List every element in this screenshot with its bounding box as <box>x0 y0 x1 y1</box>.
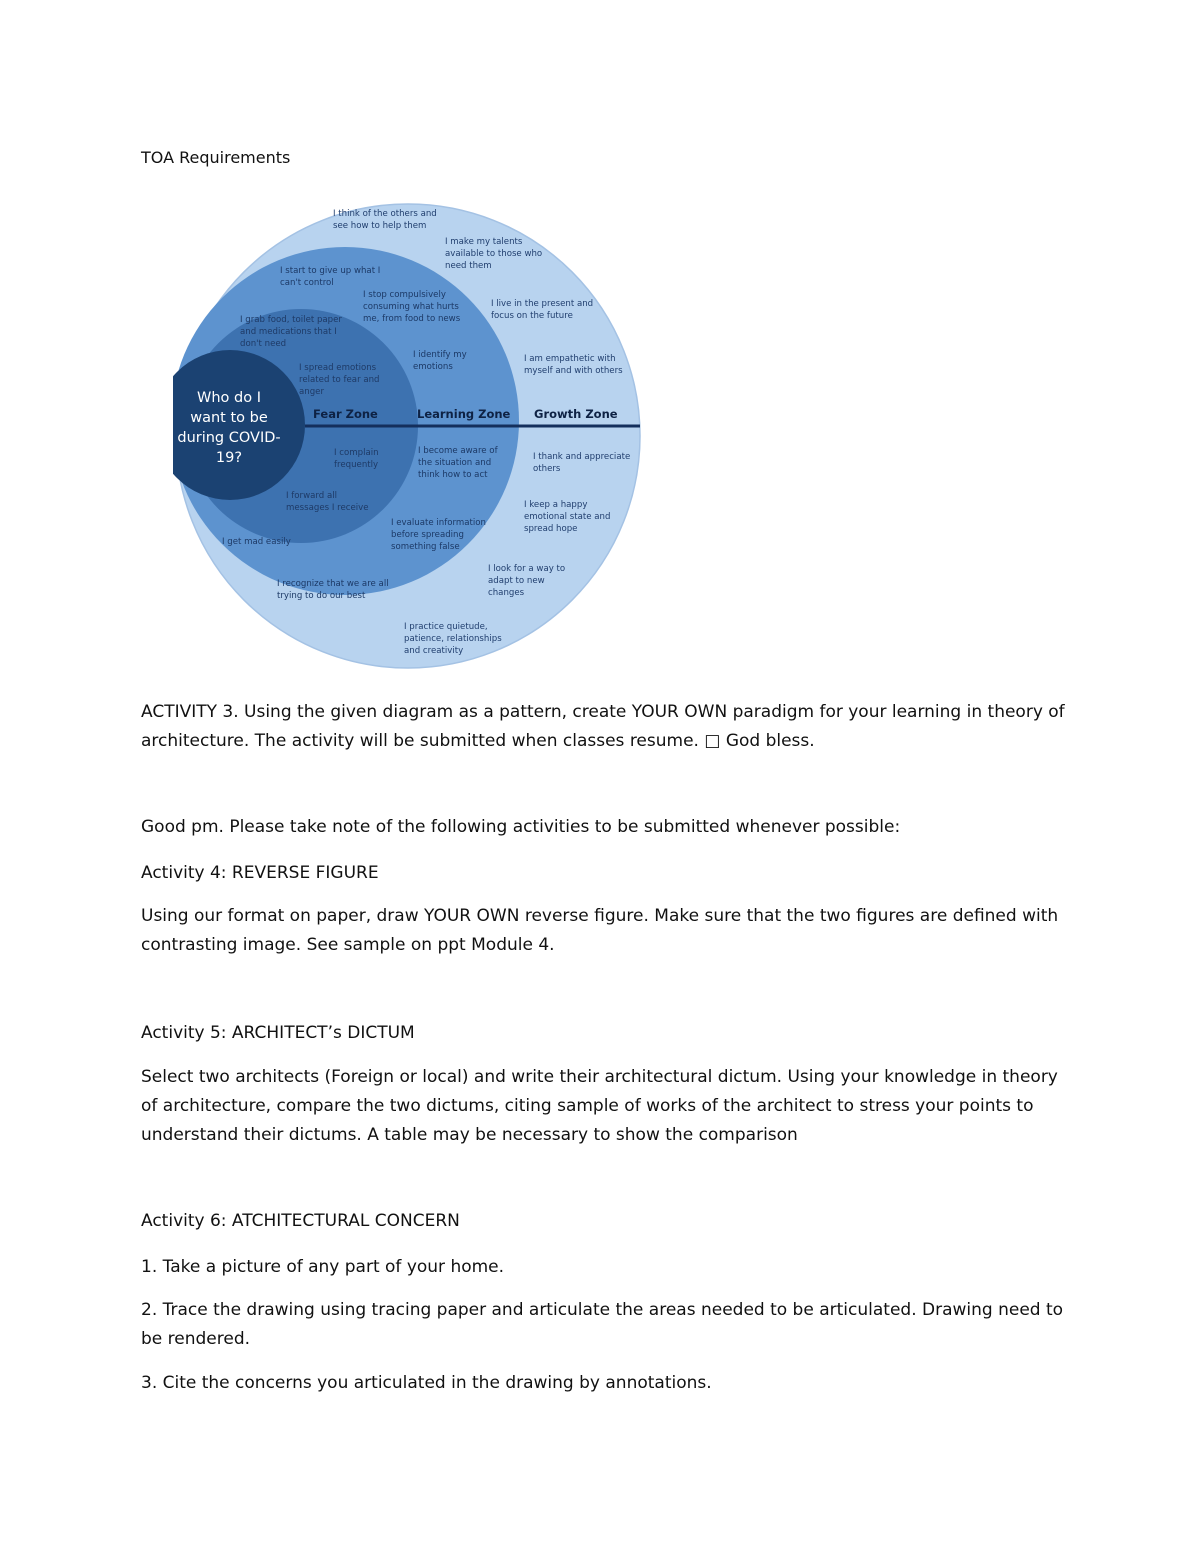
svg-text:myself and with others: myself and with others <box>524 366 623 376</box>
svg-text:I grab food, toilet paper: I grab food, toilet paper <box>240 315 342 325</box>
fear-zone-label: Fear Zone <box>313 407 378 421</box>
svg-text:I am empathetic with: I am empathetic with <box>524 354 616 364</box>
svg-text:others: others <box>533 464 561 474</box>
svg-text:messages I receive: messages I receive <box>286 503 369 513</box>
svg-text:spread hope: spread hope <box>524 524 578 534</box>
center-line: want to be <box>190 410 268 426</box>
svg-text:adapt to new: adapt to new <box>488 576 545 586</box>
learning-item <box>418 446 499 480</box>
page-title: TOA Requirements <box>141 148 291 167</box>
learning-zone-label: Learning Zone <box>417 407 511 421</box>
activity-6-step-1: 1. Take a picture of any part of your home. <box>141 1257 505 1277</box>
svg-text:anger: anger <box>299 387 324 397</box>
svg-text:I thank and appreciate: I thank and appreciate <box>533 452 631 462</box>
svg-text:I forward all: I forward all <box>286 491 337 501</box>
svg-text:don't need: don't need <box>240 339 287 349</box>
svg-text:focus on the future: focus on the future <box>491 311 573 321</box>
fear-item <box>222 537 291 547</box>
activity-5-text: Select two architects (Foreign or local) and write their architectural dictum. Using your knowledge in theory of architecture, compare the two dictums, citing sample of works of the architect to stress your points to understand their dictums. A table may be necessary to show the comparison <box>141 1067 1058 1145</box>
svg-text:I make my talents: I make my talents <box>445 237 523 247</box>
svg-text:I keep a happy: I keep a happy <box>524 500 588 510</box>
activity-6-heading: Activity 6: ATCHITECTURAL CONCERN <box>141 1211 460 1231</box>
svg-text:the situation and: the situation and <box>418 458 492 468</box>
svg-text:can't control: can't control <box>280 278 334 288</box>
svg-text:need them: need them <box>445 261 492 271</box>
svg-text:think how to act: think how to act <box>418 470 488 480</box>
svg-text:and medications that I: and medications that I <box>240 327 337 337</box>
svg-text:changes: changes <box>488 588 525 598</box>
activity-6-step-3: 3. Cite the concerns you articulated in the drawing by annotations. <box>141 1373 712 1393</box>
svg-text:frequently: frequently <box>334 460 379 470</box>
center-line: during COVID- <box>177 430 281 446</box>
svg-text:see how to help them: see how to help them <box>333 221 427 231</box>
svg-text:I think of the others and: I think of the others and <box>333 209 437 219</box>
svg-text:available to those who: available to those who <box>445 249 543 259</box>
activity-4-heading: Activity 4: REVERSE FIGURE <box>141 863 379 883</box>
svg-text:patience, relationships: patience, relationships <box>404 634 502 644</box>
svg-text:emotional state and: emotional state and <box>524 512 611 522</box>
svg-text:emotions: emotions <box>413 362 453 372</box>
svg-text:I live in the present and: I live in the present and <box>491 299 594 309</box>
svg-text:I get mad easily: I get mad easily <box>222 537 291 547</box>
svg-text:trying to do our best: trying to do our best <box>277 591 366 601</box>
svg-text:I complain: I complain <box>334 448 379 458</box>
svg-text:I evaluate information: I evaluate information <box>391 518 486 528</box>
svg-text:I spread emotions: I spread emotions <box>299 363 377 373</box>
center-line: Who do I <box>197 390 261 406</box>
svg-text:I practice quietude,: I practice quietude, <box>404 622 488 632</box>
svg-text:consuming what hurts: consuming what hurts <box>363 302 459 312</box>
svg-text:I become aware of: I become aware of <box>418 446 498 456</box>
svg-text:something false: something false <box>391 542 460 552</box>
greeting-text: Good pm. Please take note of the following activities to be submitted whenever possible: <box>141 817 901 837</box>
svg-text:related to fear and: related to fear and <box>299 375 380 385</box>
growth-zone-label: Growth Zone <box>534 407 618 421</box>
svg-text:before spreading: before spreading <box>391 530 464 540</box>
activity-4-text: Using our format on paper, draw YOUR OWN reverse figure. Make sure that the two figures are defined with contrasting image. See sample on ppt Module 4. <box>141 906 1059 955</box>
svg-text:I identify my: I identify my <box>413 350 467 360</box>
activity-3-text: ACTIVITY 3. Using the given diagram as a pattern, create YOUR OWN paradigm for your learning in theory of architecture. The activity will be submitted when classes resume. □ God bless. <box>141 702 1065 751</box>
svg-text:I recognize that we are all: I recognize that we are all <box>277 579 389 589</box>
svg-text:I start to give up what I: I start to give up what I <box>280 266 381 276</box>
activity-5-heading: Activity 5: ARCHITECT’s DICTUM <box>141 1023 415 1043</box>
svg-text:and creativity: and creativity <box>404 646 464 656</box>
svg-text:I stop compulsively: I stop compulsively <box>363 290 446 300</box>
svg-text:I look for a way to: I look for a way to <box>488 564 566 574</box>
svg-text:me, from food to news: me, from food to news <box>363 314 461 324</box>
activity-6-step-2: 2. Trace the drawing using tracing paper and articulate the areas needed to be articulated. Drawing need to be rendered. <box>141 1300 1064 1349</box>
growth-zone-diagram <box>173 195 643 677</box>
center-line: 19? <box>215 450 243 466</box>
